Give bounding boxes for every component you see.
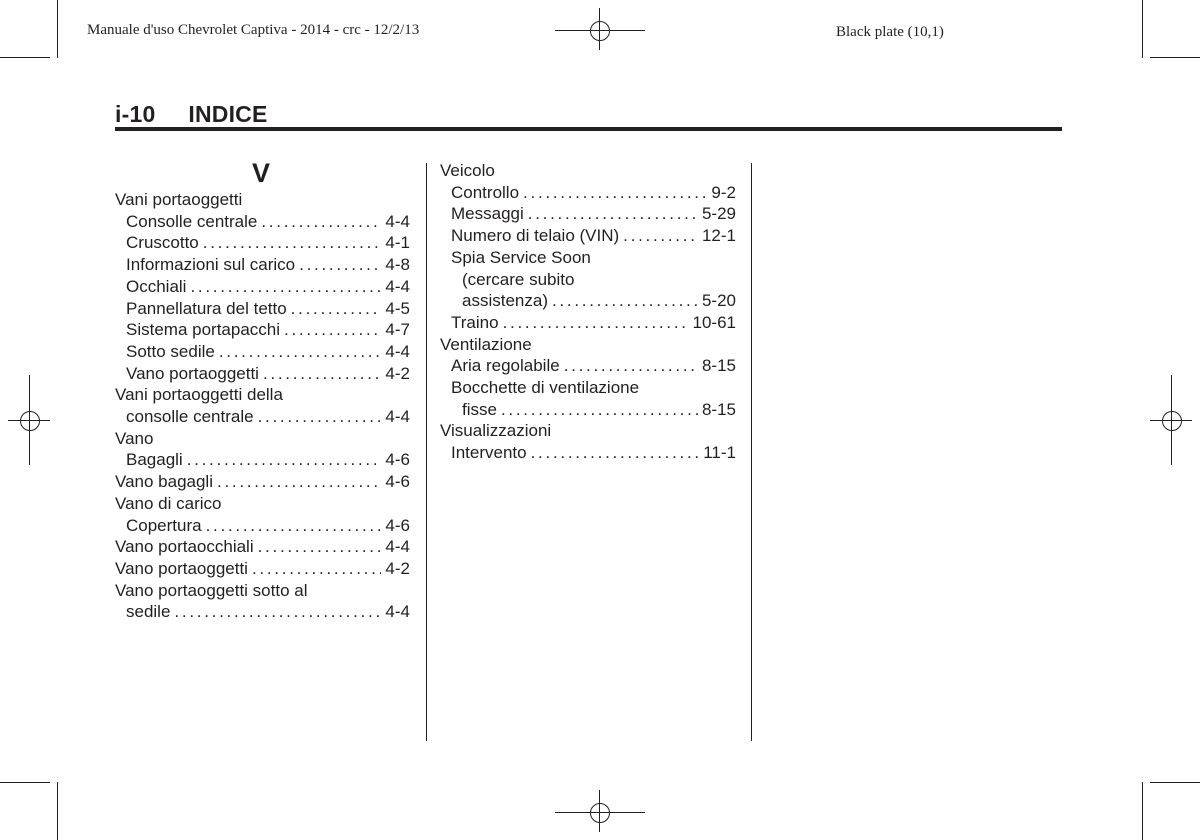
- index-entry-page: 4-7: [385, 320, 410, 340]
- index-entry: [440, 225, 736, 247]
- dot-leader: [528, 203, 698, 225]
- index-entry-text: Informazioni sul carico: [126, 255, 296, 275]
- index-entry: [440, 377, 736, 399]
- index-entry-text: Aria regolabile: [451, 356, 560, 376]
- index-entry-text: Vano: [115, 428, 154, 448]
- dot-leader: [552, 290, 698, 312]
- index-entry-page: 9-2: [711, 182, 736, 202]
- index-entry: [115, 384, 410, 406]
- index-entry: [115, 363, 410, 385]
- dot-leader: [174, 601, 381, 623]
- index-entry-text: Intervento: [451, 443, 527, 463]
- index-entry: [115, 580, 410, 602]
- index-column-2: [440, 160, 736, 464]
- dot-leader: [258, 536, 382, 558]
- dot-leader: [284, 319, 381, 341]
- crop-mark: [57, 782, 58, 840]
- header-rule: [115, 127, 1062, 131]
- crop-mark: [1142, 782, 1143, 840]
- index-entry: [440, 247, 736, 269]
- dot-leader: [531, 442, 700, 464]
- index-entry: [115, 558, 410, 580]
- index-entry: [440, 269, 736, 291]
- index-entry: [115, 189, 410, 211]
- dot-leader: [206, 515, 382, 537]
- index-entry: [115, 298, 410, 320]
- crop-mark: [1142, 0, 1143, 58]
- index-entry-page: 4-6: [385, 450, 410, 470]
- index-entry-text: consolle centrale: [126, 407, 254, 427]
- index-entry-text: Bagagli: [126, 450, 183, 470]
- dot-leader: [203, 232, 382, 254]
- index-entry-text: fisse: [462, 399, 497, 419]
- crop-mark: [0, 782, 50, 783]
- index-entry: [440, 290, 736, 312]
- index-entry-text: Vano portaoggetti sotto al: [115, 580, 308, 600]
- dot-leader: [564, 355, 698, 377]
- index-entry: [115, 493, 410, 515]
- index-entry: [115, 406, 410, 428]
- index-entry: [115, 341, 410, 363]
- index-entry: [115, 211, 410, 233]
- crop-mark: [57, 0, 58, 58]
- index-entry-text: Vano bagagli: [115, 472, 213, 492]
- index-entry-page: 8-15: [701, 399, 736, 419]
- column-divider: [426, 163, 427, 741]
- index-entry-page: 11-1: [703, 443, 736, 463]
- index-entry-page: 4-4: [385, 537, 410, 557]
- index-entry: [115, 276, 410, 298]
- index-entry-text: (cercare subito: [462, 269, 575, 289]
- index-entry-text: Sistema portapacchi: [126, 320, 281, 340]
- dot-leader: [217, 471, 381, 493]
- index-entry-page: 4-8: [385, 255, 410, 275]
- dot-leader: [501, 399, 698, 421]
- dot-leader: [252, 558, 381, 580]
- index-entry: [115, 515, 410, 537]
- index-entry-text: Copertura: [126, 515, 202, 535]
- index-entry-page: 4-4: [385, 602, 410, 622]
- index-entry-text: Vano portaocchiali: [115, 537, 254, 557]
- index-entry-text: Messaggi: [451, 204, 524, 224]
- index-entry-page: 4-4: [385, 341, 410, 361]
- dot-leader: [623, 225, 698, 247]
- index-entry-text: Vano di carico: [115, 493, 222, 513]
- index-entry-page: 4-4: [385, 211, 410, 231]
- index-entry-text: Traino: [451, 312, 499, 332]
- index-entry-page: 5-20: [701, 291, 736, 311]
- index-entry: [440, 442, 736, 464]
- index-entry-page: 4-6: [385, 472, 410, 492]
- index-entry-text: Pannellatura del tetto: [126, 298, 287, 318]
- index-entry-text: Vano portaoggetti: [126, 363, 259, 383]
- crop-mark: [1150, 57, 1200, 58]
- index-entry: [115, 536, 410, 558]
- index-entry: [440, 160, 736, 182]
- index-entry: [440, 182, 736, 204]
- index-column-1: [115, 189, 410, 623]
- dot-leader: [219, 341, 382, 363]
- index-entry-page: 4-2: [385, 558, 410, 578]
- index-entry-page: 4-5: [385, 298, 410, 318]
- index-entry-page: 8-15: [701, 356, 736, 376]
- section-letter: V: [252, 158, 271, 188]
- dot-leader: [503, 312, 689, 334]
- dot-leader: [261, 211, 381, 233]
- index-entry: [440, 334, 736, 356]
- index-entry: [115, 428, 410, 450]
- index-entry-text: Controllo: [451, 182, 520, 202]
- index-entry-text: Cruscotto: [126, 233, 199, 253]
- index-entry: [440, 203, 736, 225]
- index-entry-page: 10-61: [692, 312, 736, 332]
- index-entry-text: Veicolo: [440, 161, 495, 180]
- index-entry-text: assistenza): [462, 291, 548, 311]
- index-entry-text: Vani portaoggetti della: [115, 385, 283, 405]
- crop-mark: [1150, 782, 1200, 783]
- index-entry-text: Occhiali: [126, 276, 187, 296]
- index-entry-page: 4-4: [385, 276, 410, 296]
- index-entry-page: 5-29: [701, 204, 736, 224]
- index-entry: [115, 601, 410, 623]
- index-entry-text: Numero di telaio (VIN): [451, 226, 620, 246]
- crop-mark: [0, 57, 50, 58]
- dot-leader: [523, 182, 707, 204]
- proof-header-left: Manuale d'uso Chevrolet Captiva - 2014 - crc - 12/2/13: [87, 22, 420, 38]
- index-entry: [440, 355, 736, 377]
- index-entry-page: 12-1: [701, 226, 736, 246]
- dot-leader: [263, 363, 381, 385]
- page-header: i-10 INDICE: [115, 101, 268, 127]
- dot-leader: [291, 298, 382, 320]
- index-entry-page: 4-1: [385, 233, 410, 253]
- index-entry-text: sedile: [126, 602, 171, 622]
- index-entry: [115, 254, 410, 276]
- index-entry-page: 4-2: [385, 363, 410, 383]
- index-entry: [115, 449, 410, 471]
- index-entry-text: Spia Service Soon: [451, 247, 591, 267]
- index-entry-page: 4-4: [385, 407, 410, 427]
- dot-leader: [299, 254, 381, 276]
- index-entry: [440, 312, 736, 334]
- index-entry: [115, 232, 410, 254]
- index-entry: [440, 420, 736, 442]
- index-entry-text: Vano portaoggetti: [115, 558, 248, 578]
- column-divider: [751, 163, 752, 741]
- dot-leader: [190, 276, 381, 298]
- index-entry-text: Vani portaoggetti: [115, 190, 243, 209]
- dot-leader: [187, 449, 382, 471]
- index-entry-text: Consolle centrale: [126, 211, 258, 231]
- index-entry-text: Sotto sedile: [126, 341, 215, 361]
- index-entry: [115, 319, 410, 341]
- dot-leader: [258, 406, 382, 428]
- proof-header-right: Black plate (10,1): [836, 24, 944, 40]
- index-entry: [440, 399, 736, 421]
- index-entry-text: Bocchette di ventilazione: [451, 378, 640, 398]
- index-entry-text: Ventilazione: [440, 334, 532, 354]
- index-entry: [115, 471, 410, 493]
- index-entry-text: Visualizzazioni: [440, 421, 552, 441]
- index-entry-page: 4-6: [385, 515, 410, 535]
